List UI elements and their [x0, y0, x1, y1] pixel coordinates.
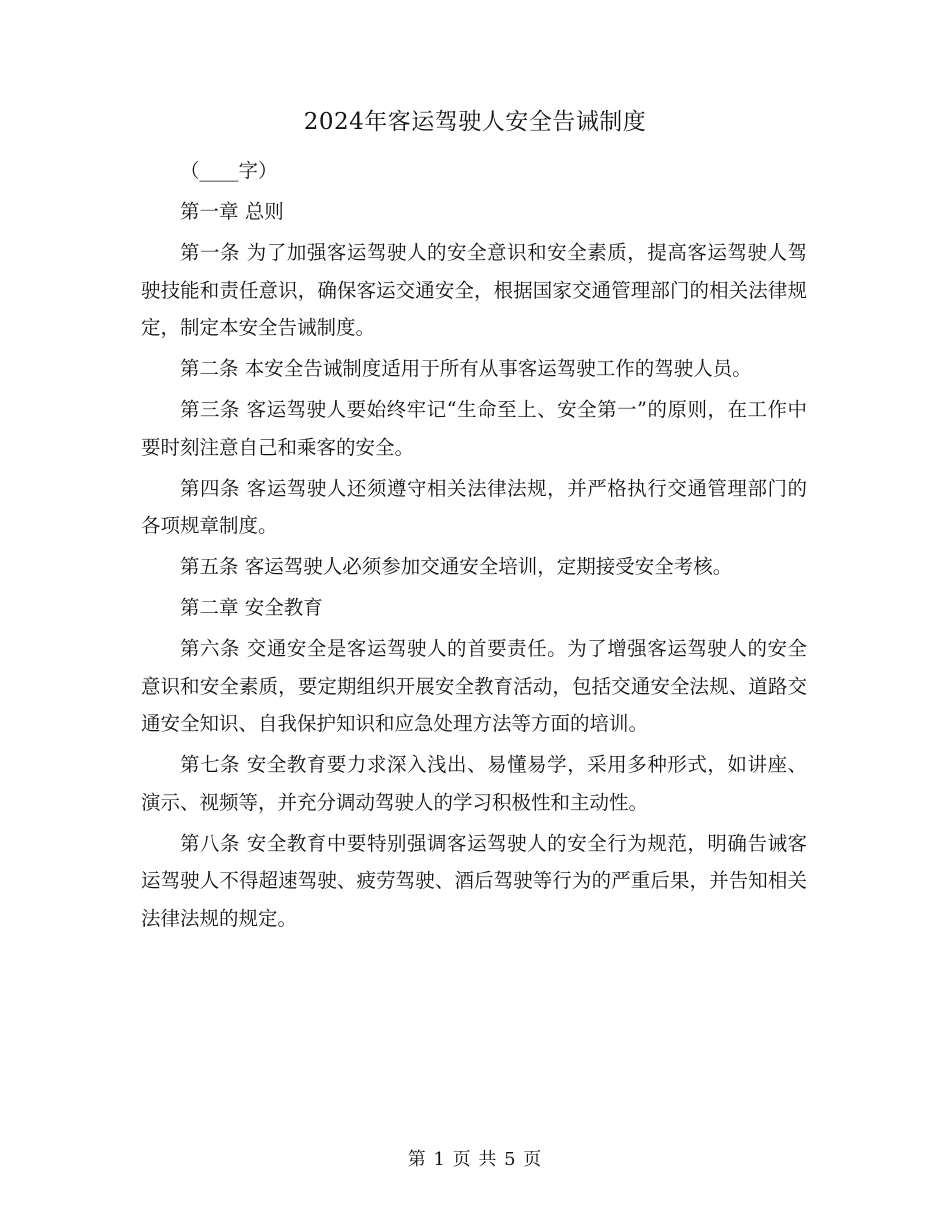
article-paragraph: 第六条 交通安全是客运驾驶人的首要责任。为了增强客运驾驶人的安全意识和安全素质，要定期组织开展安全教育活动，包括交通安全法规、道路交通安全知识、自我保护知识和应急处理方法等方面的培训。	[141, 637, 807, 735]
document-title: 2024年客运驾驶人安全告诫制度	[303, 109, 647, 135]
article-paragraph: 第四条 客运驾驶人还须遵守相关法律法规，并严格执行交通管理部门的各项规章制度。	[141, 476, 807, 537]
article-paragraph: 第一条 为了加强客运驾驶人的安全意识和安全素质，提高客运驾驶人驾驶技能和责任意识，确保客运交通安全，根据国家交通管理部门的相关法律规定，制定本安全告诫制度。	[141, 241, 807, 339]
document-body	[141, 152, 807, 941]
article-paragraph: 第三条 客运驾驶人要始终牢记“生命至上、安全第一”的原则，在工作中要时刻注意自己和乘客的安全。	[141, 398, 807, 459]
word-count-note: （____字）	[180, 159, 278, 182]
article-paragraph: 第五条 客运驾驶人必须参加交通安全培训，定期接受安全考核。	[180, 555, 733, 578]
chapter-heading: 第一章 总则	[180, 200, 284, 223]
article-paragraph: 第七条 安全教育要力求深入浅出、易懂易学，采用多种形式，如讲座、演示、视频等，并充分调动驾驶人的学习积极性和主动性。	[141, 753, 807, 814]
page-number-footer: 第 1 页 共 5 页	[407, 1149, 543, 1170]
article-paragraph: 第二条 本安全告诫制度适用于所有从事客运驾驶工作的驾驶人员。	[180, 357, 752, 380]
chapter-heading: 第二章 安全教育	[180, 596, 323, 619]
article-paragraph: 第八条 安全教育中要特别强调客运驾驶人的安全行为规范，明确告诫客运驾驶人不得超速驾驶、疲劳驾驶、酒后驾驶等行为的严重后果，并告知相关法律法规的规定。	[141, 831, 807, 930]
